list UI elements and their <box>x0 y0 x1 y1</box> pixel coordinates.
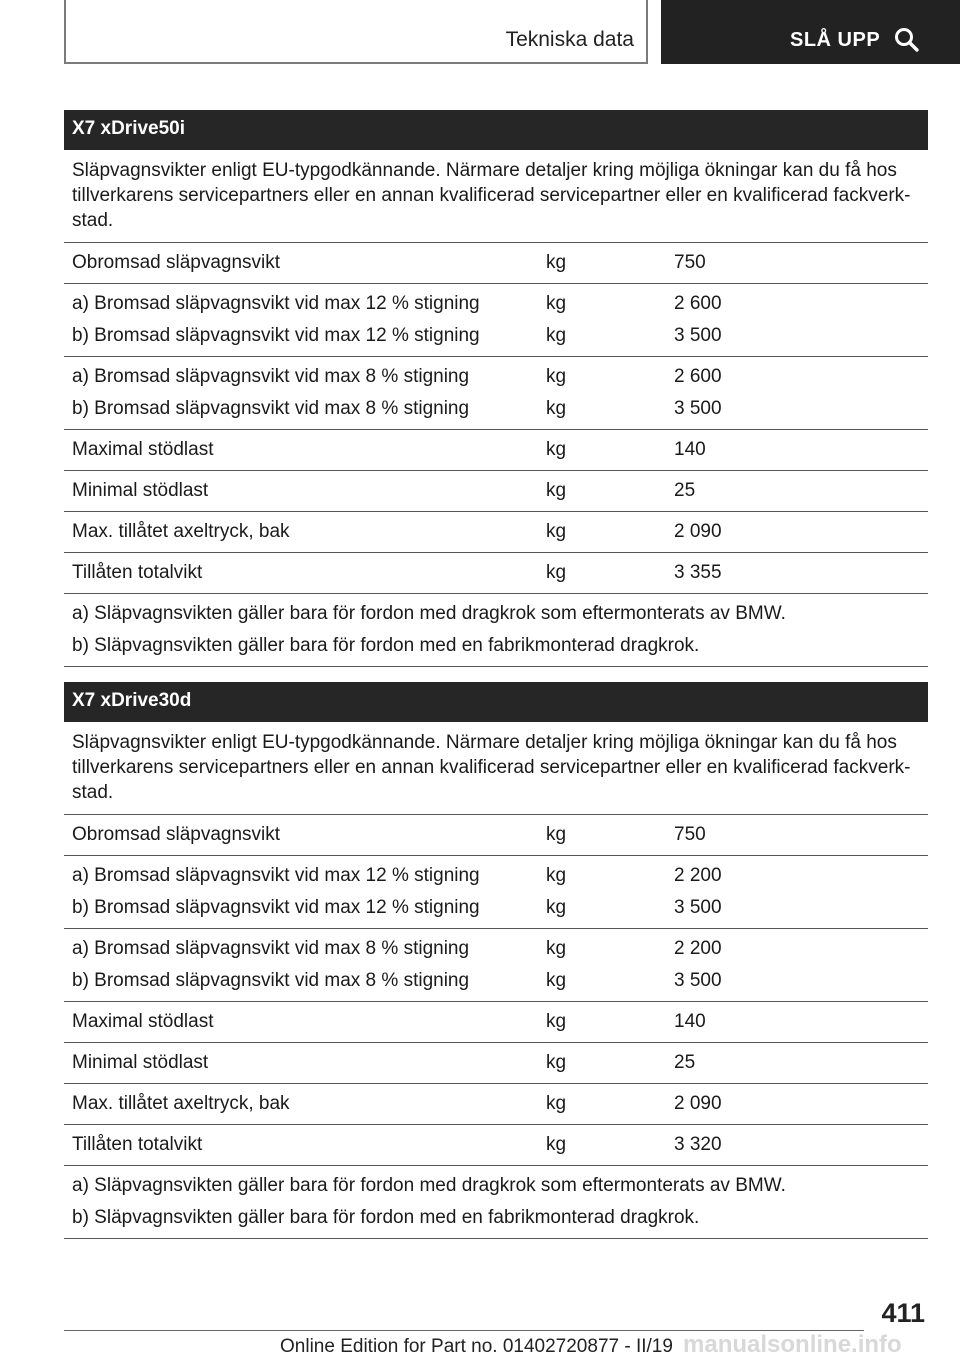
row-value: 750 <box>674 824 706 845</box>
row-label: b) Bromsad släpvagnsvikt vid max 8 % stigning <box>72 970 470 991</box>
footnote: b) Släpvagnsvikten gäller bara för fordon med en fabrikmonterad dragkrok. <box>72 1207 700 1228</box>
row-label: Obromsad släpvagnsvikt <box>72 824 281 845</box>
row-unit: kg <box>546 938 567 959</box>
row-label: Obromsad släpvagnsvikt <box>72 252 281 273</box>
footnotes <box>64 594 928 667</box>
row-value: 3 320 <box>674 1134 722 1155</box>
row-label: a) Bromsad släpvagnsvikt vid max 12 % stigning <box>72 865 480 886</box>
spec-section-x7-xdrive50i <box>64 110 928 667</box>
row-unit: kg <box>546 897 567 918</box>
table-row <box>64 243 928 284</box>
row-unit: kg <box>546 398 567 419</box>
row-value: 3 500 <box>674 325 722 346</box>
row-unit: kg <box>546 970 567 991</box>
table-row <box>64 430 928 471</box>
table-row <box>64 553 928 594</box>
row-value: 140 <box>674 439 706 460</box>
section-intro: Släpvagnsvikter enligt EU-typgodkännande. Närmare detaljer kring möjliga ökningar kan du få hos tillverkarens servicepartners eller en annan kvalificerad servicepartner eller en kvalificerad fackverk-stad. <box>64 722 928 815</box>
row-value: 3 500 <box>674 970 722 991</box>
row-value: 2 600 <box>674 293 722 314</box>
row-unit: kg <box>546 480 567 501</box>
header-title: Tekniska data <box>505 28 634 51</box>
footnote: a) Släpvagnsvikten gäller bara för fordon med dragkrok som eftermonterats av BMW. <box>72 1175 786 1196</box>
spec-section-x7-xdrive30d <box>64 682 928 1239</box>
row-label: a) Bromsad släpvagnsvikt vid max 8 % stigning <box>72 938 470 959</box>
footnote: b) Släpvagnsvikten gäller bara för fordon med en fabrikmonterad dragkrok. <box>72 635 700 656</box>
row-label: a) Bromsad släpvagnsvikt vid max 12 % stigning <box>72 293 480 314</box>
table-row <box>64 1002 928 1043</box>
search-button[interactable] <box>661 0 960 64</box>
section-intro: Släpvagnsvikter enligt EU-typgodkännande. Närmare detaljer kring möjliga ökningar kan du få hos tillverkarens servicepartners eller en annan kvalificerad servicepartner eller en kvalificerad fackverk-stad. <box>64 150 928 243</box>
row-label: Minimal stödlast <box>72 480 209 501</box>
row-label: b) Bromsad släpvagnsvikt vid max 8 % stigning <box>72 398 470 419</box>
row-unit: kg <box>546 1011 567 1032</box>
row-label: Maximal stödlast <box>72 1011 214 1032</box>
row-value: 2 090 <box>674 521 722 542</box>
row-value: 25 <box>674 480 696 501</box>
row-label: b) Bromsad släpvagnsvikt vid max 12 % stigning <box>72 897 480 918</box>
page-number: 411 <box>881 1298 925 1328</box>
row-value: 25 <box>674 1052 696 1073</box>
table-row <box>64 471 928 512</box>
row-unit: kg <box>546 824 567 845</box>
row-unit: kg <box>546 325 567 346</box>
footer-watermark: manualsonline.info <box>683 1331 902 1358</box>
row-label: a) Bromsad släpvagnsvikt vid max 8 % stigning <box>72 366 470 387</box>
row-unit: kg <box>546 865 567 886</box>
row-value: 750 <box>674 252 706 273</box>
row-unit: kg <box>546 366 567 387</box>
table-row <box>64 929 928 1002</box>
row-value: 2 200 <box>674 938 722 959</box>
table-row <box>64 357 928 430</box>
row-unit: kg <box>546 1052 567 1073</box>
row-label: Max. tillåtet axeltryck, bak <box>72 1093 290 1114</box>
table-row <box>64 512 928 553</box>
row-label: b) Bromsad släpvagnsvikt vid max 12 % stigning <box>72 325 480 346</box>
row-value: 2 090 <box>674 1093 722 1114</box>
row-label: Maximal stödlast <box>72 439 214 460</box>
row-value: 3 355 <box>674 562 722 583</box>
row-label: Max. tillåtet axeltryck, bak <box>72 521 290 542</box>
table-row <box>64 1043 928 1084</box>
row-label: Tillåten totalvikt <box>72 562 203 583</box>
row-value: 2 200 <box>674 865 722 886</box>
row-unit: kg <box>546 521 567 542</box>
search-icon <box>894 27 920 53</box>
row-unit: kg <box>546 1093 567 1114</box>
row-value: 140 <box>674 1011 706 1032</box>
row-label: Minimal stödlast <box>72 1052 209 1073</box>
table-row <box>64 815 928 856</box>
header-tab[interactable] <box>64 0 648 64</box>
section-title: X7 xDrive50i <box>64 110 928 150</box>
footnote: a) Släpvagnsvikten gäller bara för fordon med dragkrok som eftermonterats av BMW. <box>72 603 786 624</box>
row-unit: kg <box>546 562 567 583</box>
table-row <box>64 856 928 929</box>
search-label: SLÅ UPP <box>790 29 881 51</box>
row-value: 3 500 <box>674 897 722 918</box>
section-title: X7 xDrive30d <box>64 682 928 722</box>
footer-edition: Online Edition for Part no. 01402720877 - II/19 <box>280 1336 673 1357</box>
footnotes <box>64 1166 928 1239</box>
table-row <box>64 284 928 357</box>
table-row <box>64 1125 928 1166</box>
row-unit: kg <box>546 1134 567 1155</box>
row-value: 3 500 <box>674 398 722 419</box>
table-row <box>64 1084 928 1125</box>
row-value: 2 600 <box>674 366 722 387</box>
row-label: Tillåten totalvikt <box>72 1134 203 1155</box>
row-unit: kg <box>546 293 567 314</box>
row-unit: kg <box>546 252 567 273</box>
row-unit: kg <box>546 439 567 460</box>
